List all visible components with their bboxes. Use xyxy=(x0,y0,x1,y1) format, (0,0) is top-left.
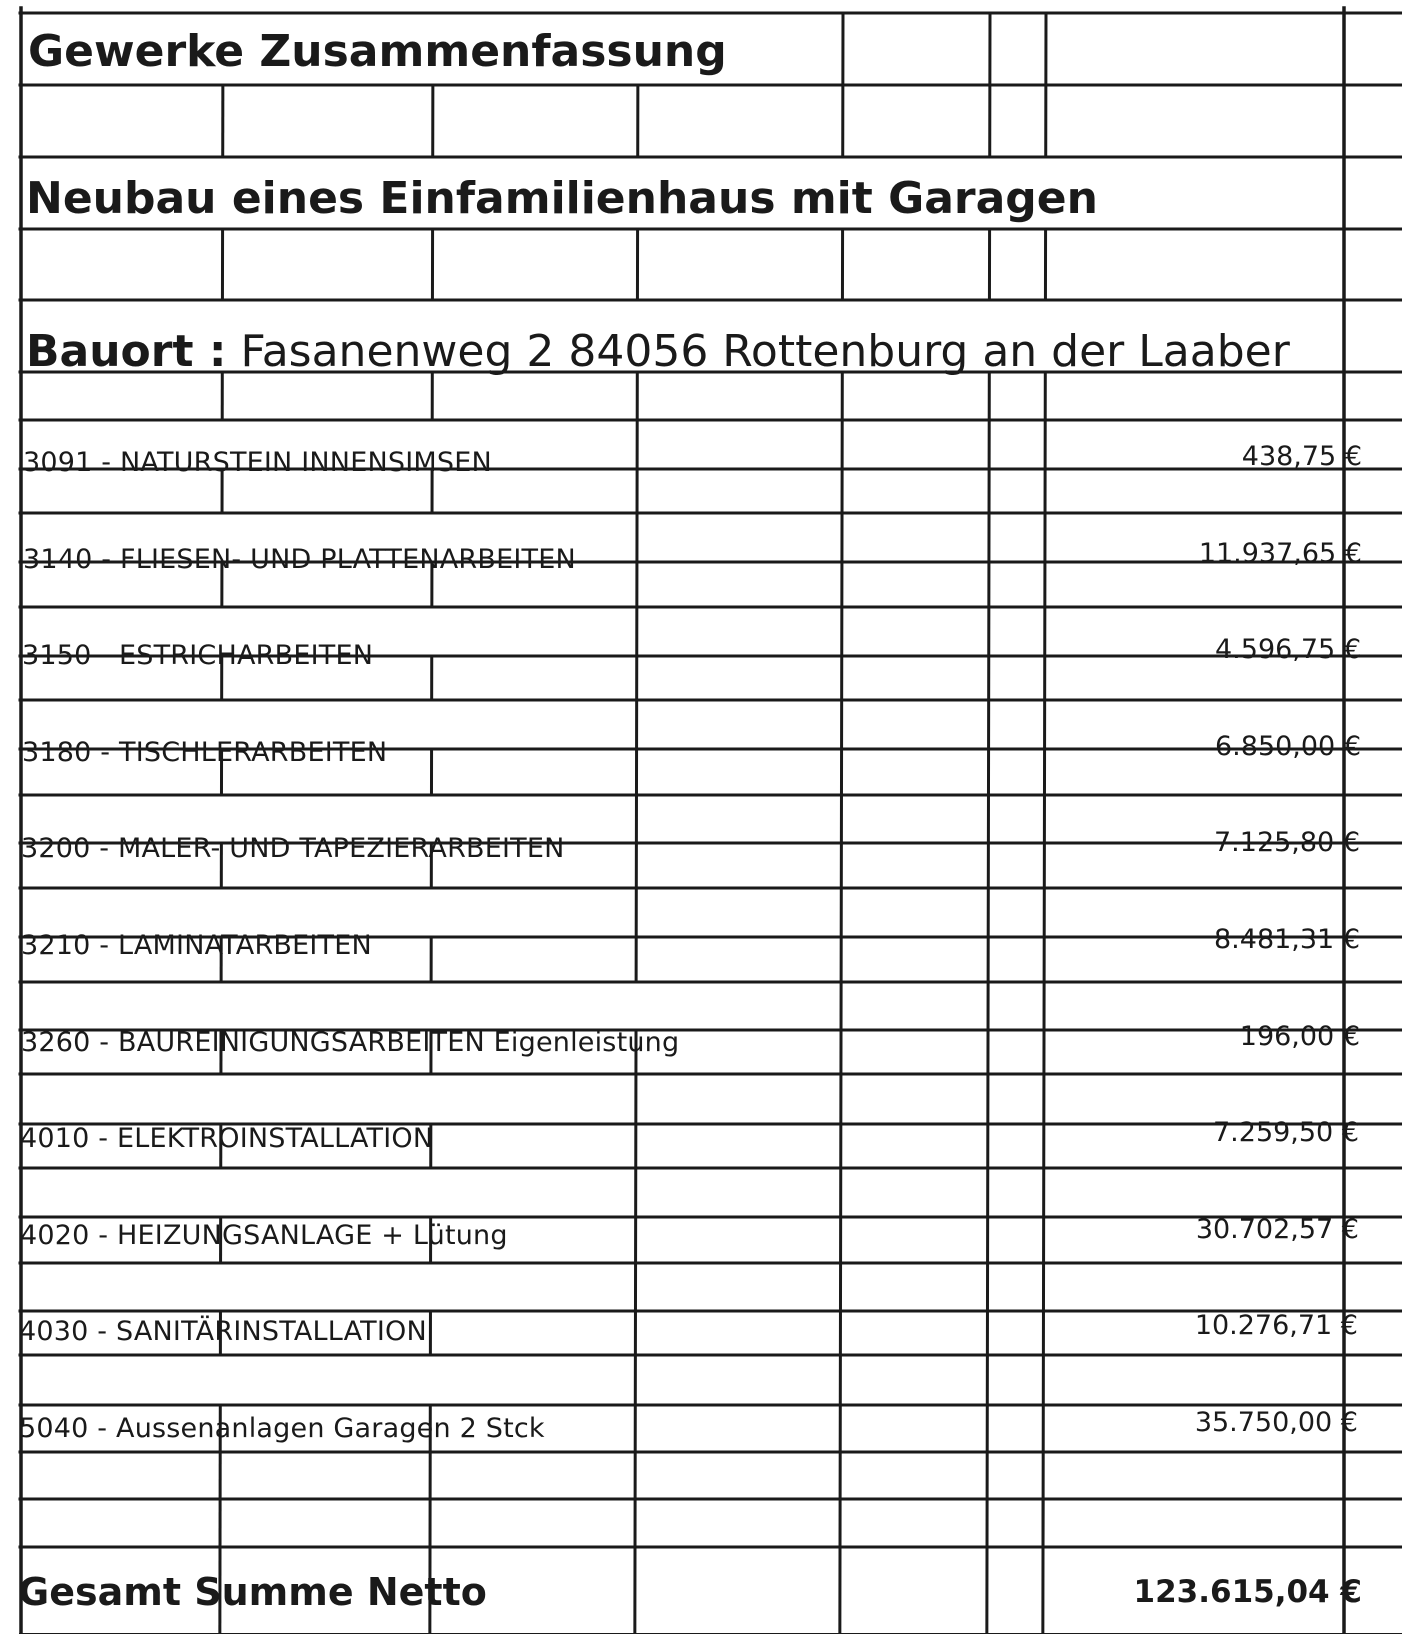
position-amount: 8.481,31 € xyxy=(1214,924,1360,955)
position-amount: 30.702,57 € xyxy=(1195,1214,1359,1245)
position-amount: 4.596,75 € xyxy=(1215,634,1361,665)
position-amount: 35.750,00 € xyxy=(1194,1407,1358,1438)
position-label: 3091 - NATURSTEIN INNENSIMSEN xyxy=(23,447,492,478)
total-amount: 123.615,04 € xyxy=(1133,1574,1362,1610)
project-title: Neubau eines Einfamilienhaus mit Garagen xyxy=(26,173,1098,224)
position-label: 3210 - LAMINATARBEITEN xyxy=(21,930,372,961)
position-label: 3140 - FLIESEN- UND PLATTENARBEITEN xyxy=(23,544,576,575)
position-amount: 7.259,50 € xyxy=(1213,1117,1359,1148)
total-label: Gesamt Summe Netto xyxy=(18,1570,487,1614)
position-label: 4010 - ELEKTROINSTALLATION xyxy=(20,1123,434,1154)
position-label: 3180 - TISCHLERARBEITEN xyxy=(22,737,388,768)
location-value: Fasanenweg 2 84056 Rottenburg an der Laaber xyxy=(240,326,1290,377)
position-amount: 10.276,71 € xyxy=(1194,1310,1358,1341)
position-amount: 438,75 € xyxy=(1241,441,1362,472)
location-label: Bauort : xyxy=(26,326,227,377)
position-label: 4020 - HEIZUNGSANLAGE + Lütung xyxy=(20,1220,508,1251)
document-title: Gewerke Zusammenfassung xyxy=(28,26,727,77)
position-label: 5040 - Aussenanlagen Garagen 2 Stck xyxy=(19,1413,545,1444)
position-amount: 6.850,00 € xyxy=(1215,731,1361,762)
location-line xyxy=(26,326,1290,377)
position-label: 3260 - BAUREINIGUNGSARBEITEN Eigenleistung xyxy=(21,1027,680,1058)
position-amount: 11.937,65 € xyxy=(1198,538,1362,569)
position-amount: 196,00 € xyxy=(1239,1021,1360,1052)
position-label: 4030 - SANITÄRINSTALLATION xyxy=(19,1316,427,1347)
position-label: 3150 - ESTRICHARBEITEN xyxy=(22,640,374,671)
position-amount: 7.125,80 € xyxy=(1214,827,1360,858)
position-label: 3200 - MALER- UND TAPEZIERARBEITEN xyxy=(21,833,565,864)
